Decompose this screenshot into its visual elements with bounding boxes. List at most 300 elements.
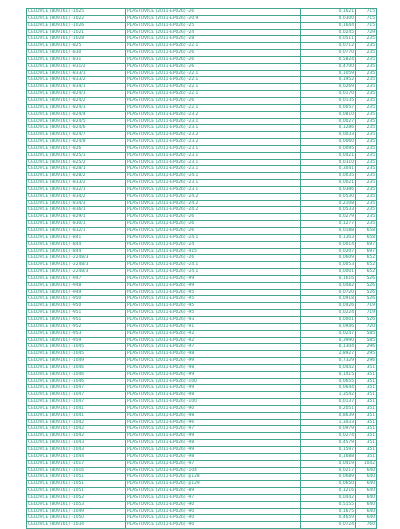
target-parcel-cell: PLASTOVICE (2011-EP026) -99	[126, 275, 301, 282]
area-cell: 0,0021	[301, 180, 356, 187]
table-row	[27, 43, 377, 50]
owner-number-cell: 235	[356, 180, 377, 187]
table-row	[27, 221, 377, 228]
source-parcel-cell: CELOVCE (809161) -824/8	[27, 139, 126, 146]
source-parcel-cell: CELOVCE (809161) -1050	[27, 515, 126, 522]
area-cell: 0,5824	[301, 56, 356, 63]
source-parcel-cell: CELOVCE (809161) -947	[27, 275, 126, 282]
area-cell: 0,1304	[301, 344, 356, 351]
target-parcel-cell: PLASTOVICE (2011-EP026) -23.1	[126, 159, 301, 166]
table-row	[27, 36, 377, 43]
target-parcel-cell: PLASTOVICE (2011-EP026) -23.2	[126, 139, 301, 146]
target-parcel-cell: PLASTOVICE (2011-EP026) -100	[126, 399, 301, 406]
owner-number-cell: 640	[356, 494, 377, 501]
target-parcel-cell: PLASTOVICE (2011-EP026) -90	[126, 522, 301, 529]
area-cell: 0,0053	[301, 262, 356, 269]
area-cell: 0,0609	[301, 255, 356, 262]
target-parcel-cell: PLASTOVICE (2011-EP026) -23.2	[126, 132, 301, 139]
area-cell: 0,0170	[301, 91, 356, 98]
owner-number-cell: 235	[356, 186, 377, 193]
source-parcel-cell: CELOVCE (809161) -1051	[27, 474, 126, 481]
table-row	[27, 440, 377, 447]
table-row	[27, 152, 377, 159]
source-parcel-cell: CELOVCE (809161) -825/2	[27, 159, 126, 166]
source-parcel-cell: CELOVCE (809161) -2248/3	[27, 269, 126, 276]
target-parcel-cell: PLASTOVICE (2011-EP026) -90	[126, 515, 301, 522]
owner-number-cell: 351	[356, 392, 377, 399]
target-parcel-cell: PLASTOVICE (2011-EP026) -90	[126, 501, 301, 508]
target-parcel-cell: PLASTOVICE (2011-EP026) -98	[126, 453, 301, 460]
table-row	[27, 330, 377, 337]
area-cell: 0,0533	[301, 207, 356, 214]
table-row	[27, 111, 377, 118]
table-row	[27, 412, 377, 419]
owner-number-cell: 640	[356, 501, 377, 508]
area-cell: 0,0724	[301, 522, 356, 529]
owner-number-cell: 351	[356, 447, 377, 454]
owner-number-cell: 351	[356, 378, 377, 385]
table-row	[27, 522, 377, 529]
area-cell: 0,1616	[301, 275, 356, 282]
area-cell: 0,1952	[301, 77, 356, 84]
table-row	[27, 262, 377, 269]
source-parcel-cell: CELOVCE (809161) -1043	[27, 447, 126, 454]
source-parcel-cell: CELOVCE (809161) -1034	[27, 522, 126, 529]
table-row	[27, 29, 377, 36]
area-cell: 0,0530	[301, 193, 356, 200]
owner-number-cell: 235	[356, 200, 377, 207]
owner-number-cell: 235	[356, 97, 377, 104]
target-parcel-cell: PLASTOVICE (2011-EP026) -95	[126, 289, 301, 296]
source-parcel-cell: CELOVCE (809161) -1046	[27, 378, 126, 385]
owner-number-cell: 296	[356, 358, 377, 365]
source-parcel-cell: CELOVCE (809161) -825	[27, 43, 126, 50]
area-cell: 0,0269	[301, 84, 356, 91]
owner-number-cell: 235	[356, 56, 377, 63]
area-cell: 0,0979	[301, 426, 356, 433]
owner-number-cell: 235	[356, 145, 377, 152]
owner-number-cell: 351	[356, 399, 377, 406]
target-parcel-cell: PLASTOVICE (2011-EP026) -99	[126, 433, 301, 440]
source-parcel-cell: CELOVCE (809161) -1049	[27, 508, 126, 515]
target-parcel-cell: PLASTOVICE (2011-EP026) -415	[126, 248, 301, 255]
target-parcel-cell: PLASTOVICE (2011-EP026) -23.1	[126, 145, 301, 152]
table-row	[27, 70, 377, 77]
source-parcel-cell: CELOVCE (809161) -1053	[27, 501, 126, 508]
source-parcel-cell: CELOVCE (809161) -950	[27, 296, 126, 303]
owner-number-cell: 351	[356, 385, 377, 392]
area-cell: 0,0095	[301, 145, 356, 152]
table-row	[27, 186, 377, 193]
source-parcel-cell: CELOVCE (809161) -834/1	[27, 84, 126, 91]
owner-number-cell: 351	[356, 364, 377, 371]
target-parcel-cell: PLASTOVICE (2011-EP026) -25	[126, 22, 301, 29]
table-row	[27, 433, 377, 440]
target-parcel-cell: PLASTOVICE (2011-EP026) -22.1	[126, 84, 301, 91]
area-cell: 0,0770	[301, 50, 356, 57]
target-parcel-cell: PLASTOVICE (2011-EP026) -91	[126, 323, 301, 330]
owner-number-cell: 235	[356, 91, 377, 98]
source-parcel-cell: CELOVCE (809161) -949	[27, 289, 126, 296]
source-parcel-cell: CELOVCE (809161) -831	[27, 56, 126, 63]
owner-number-cell: 351	[356, 412, 377, 419]
target-parcel-cell: PLASTOVICE (2011-EP026) -98	[126, 392, 301, 399]
source-parcel-cell: CELOVCE (809161) -2248/3	[27, 262, 126, 269]
area-cell: 0,0247	[301, 330, 356, 337]
target-parcel-cell: PLASTOVICE (2011-EP026) -92	[126, 337, 301, 344]
area-cell: 0,2108	[301, 200, 356, 207]
area-cell: 0,0014	[301, 241, 356, 248]
area-cell: 0,0918	[301, 296, 356, 303]
target-parcel-cell: PLASTOVICE (2011-EP026) -24.1	[126, 269, 301, 276]
target-parcel-cell: PLASTOVICE (2011-EP026) -p129	[126, 481, 301, 488]
table-row	[27, 385, 377, 392]
source-parcel-cell: CELOVCE (809161) -1047	[27, 385, 126, 392]
source-parcel-cell: CELOVCE (809161) -1042	[27, 419, 126, 426]
table-row	[27, 378, 377, 385]
table-row	[27, 77, 377, 84]
parcel-table	[26, 8, 377, 529]
area-cell: 1,3433	[301, 419, 356, 426]
target-parcel-cell: PLASTOVICE (2011-EP026) -97	[126, 426, 301, 433]
source-parcel-cell: CELOVCE (809161) -1022	[27, 15, 126, 22]
area-cell: 0,1277	[301, 221, 356, 228]
target-parcel-cell: PLASTOVICE (2011-EP026) -24.1	[126, 173, 301, 180]
target-parcel-cell: PLASTOVICE (2011-EP026) -26	[126, 9, 301, 16]
owner-number-cell: 351	[356, 453, 377, 460]
source-parcel-cell: CELOVCE (809161) -844	[27, 241, 126, 248]
area-cell: 0,3990	[301, 337, 356, 344]
source-parcel-cell: CELOVCE (809161) -832/1	[27, 228, 126, 235]
target-parcel-cell: PLASTOVICE (2011-EP026) -23.1	[126, 166, 301, 173]
source-parcel-cell: CELOVCE (809161) -824/2	[27, 97, 126, 104]
target-parcel-cell: PLASTOVICE (2011-EP026) -99	[126, 371, 301, 378]
owner-number-cell: 729	[356, 29, 377, 36]
table-row	[27, 84, 377, 91]
source-parcel-cell: CELOVCE (809161) -825/1	[27, 152, 126, 159]
owner-number-cell: 652	[356, 255, 377, 262]
owner-number-cell: 640	[356, 474, 377, 481]
source-parcel-cell: CELOVCE (809161) -833/2	[27, 77, 126, 84]
source-parcel-cell: CELOVCE (809161) -1042	[27, 433, 126, 440]
area-cell: 0,0245	[301, 29, 356, 36]
area-cell: 0,0135	[301, 97, 356, 104]
target-parcel-cell: PLASTOVICE (2011-EP026) -89	[126, 488, 301, 495]
table-row	[27, 392, 377, 399]
owner-number-cell: 235	[356, 63, 377, 70]
area-cell: 0,3041	[301, 166, 356, 173]
area-cell: 0,0137	[301, 399, 356, 406]
target-parcel-cell: PLASTOVICE (2011-EP026) -99	[126, 447, 301, 454]
target-parcel-cell: PLASTOVICE (2011-EP026) -100	[126, 378, 301, 385]
target-parcel-cell: PLASTOVICE (2011-EP026) -24	[126, 241, 301, 248]
area-cell: 0,0810	[301, 111, 356, 118]
target-parcel-cell: PLASTOVICE (2011-EP026) -28	[126, 36, 301, 43]
table-row	[27, 9, 377, 16]
area-cell: 0,0482	[301, 282, 356, 289]
area-cell: 0,0001	[301, 316, 356, 323]
owner-number-cell: 658	[356, 228, 377, 235]
area-cell: 0,0274	[301, 433, 356, 440]
owner-number-cell: 585	[356, 330, 377, 337]
source-parcel-cell: CELOVCE (809161) -1043	[27, 440, 126, 447]
area-cell: 0,1415	[301, 371, 356, 378]
owner-number-cell: 235	[356, 77, 377, 84]
owner-number-cell: 652	[356, 262, 377, 269]
source-parcel-cell: CELOVCE (809161) -951	[27, 316, 126, 323]
target-parcel-cell: PLASTOVICE (2011-EP026) -96	[126, 419, 301, 426]
area-cell: 0,0310	[301, 159, 356, 166]
source-parcel-cell: CELOVCE (809161) -1045	[27, 344, 126, 351]
owner-number-cell: 235	[356, 193, 377, 200]
table-row	[27, 255, 377, 262]
table-row	[27, 351, 377, 358]
target-parcel-cell: PLASTOVICE (2011-EP026) -99	[126, 385, 301, 392]
owner-number-cell: 526	[356, 316, 377, 323]
owner-number-cell: 235	[356, 43, 377, 50]
source-parcel-cell: CELOVCE (809161) -1045	[27, 351, 126, 358]
source-parcel-cell: CELOVCE (809161) -828/2	[27, 173, 126, 180]
owner-number-cell: 235	[356, 214, 377, 221]
target-parcel-cell: PLASTOVICE (2011-EP026) -24.2	[126, 193, 301, 200]
owner-number-cell: 658	[356, 234, 377, 241]
area-cell: 0,0057	[301, 104, 356, 111]
source-parcel-cell: CELOVCE (809161) -948	[27, 282, 126, 289]
source-parcel-cell: CELOVCE (809161) -1051	[27, 488, 126, 495]
area-cell: 0,1621	[301, 9, 356, 16]
owner-number-cell: 235	[356, 70, 377, 77]
owner-number-cell: 640	[356, 508, 377, 515]
table-row	[27, 275, 377, 282]
target-parcel-cell: PLASTOVICE (2011-EP026) -26	[126, 63, 301, 70]
owner-number-cell: 760	[356, 522, 377, 529]
target-parcel-cell: PLASTOVICE (2011-EP026) -97	[126, 344, 301, 351]
target-parcel-cell: PLASTOVICE (2011-EP026) -95	[126, 310, 301, 317]
table-row	[27, 310, 377, 317]
owner-number-cell: 235	[356, 36, 377, 43]
target-parcel-cell: PLASTOVICE (2011-EP026) -22.1	[126, 77, 301, 84]
target-parcel-cell: PLASTOVICE (2011-EP026) -23.1	[126, 125, 301, 132]
area-cell: 0,0035	[301, 173, 356, 180]
source-parcel-cell: CELOVCE (809161) -831/2	[27, 63, 126, 70]
owner-number-cell: 715	[356, 9, 377, 16]
area-cell: 0,1675	[301, 508, 356, 515]
area-cell: 0,0720	[301, 289, 356, 296]
target-parcel-cell: PLASTOVICE (2011-EP026) -97	[126, 460, 301, 467]
source-parcel-cell: CELOVCE (809161) -830/1	[27, 221, 126, 228]
area-cell: 0,1286	[301, 125, 356, 132]
owner-number-cell: 235	[356, 159, 377, 166]
target-parcel-cell: PLASTOVICE (2011-EP026) -23.1	[126, 186, 301, 193]
source-parcel-cell: CELOVCE (809161) -1046	[27, 364, 126, 371]
table-row	[27, 447, 377, 454]
table-row	[27, 337, 377, 344]
table-row	[27, 296, 377, 303]
area-cell: 0,0001	[301, 269, 356, 276]
source-parcel-cell: CELOVCE (809161) -1041	[27, 405, 126, 412]
table-row	[27, 494, 377, 501]
target-parcel-cell: PLASTOVICE (2011-EP026) -22.1	[126, 43, 301, 50]
target-parcel-cell: PLASTOVICE (2011-EP026) -23.1	[126, 118, 301, 125]
area-cell: 0,4579	[301, 440, 356, 447]
target-parcel-cell: PLASTOVICE (2011-EP026) -22.1	[126, 91, 301, 98]
table-row	[27, 193, 377, 200]
table-row	[27, 405, 377, 412]
source-parcel-cell: CELOVCE (809161) -1026	[27, 22, 126, 29]
table-row	[27, 241, 377, 248]
target-parcel-cell: PLASTOVICE (2011-EP026) -93	[126, 316, 301, 323]
target-parcel-cell: PLASTOVICE (2011-EP026) -92	[126, 330, 301, 337]
table-row	[27, 125, 377, 132]
source-parcel-cell: CELOVCE (809161) -824/1	[27, 91, 126, 98]
table-row	[27, 180, 377, 187]
table-row	[27, 488, 377, 495]
target-parcel-cell: PLASTOVICE (2011-EP026) -p128	[126, 474, 301, 481]
target-parcel-cell: PLASTOVICE (2011-EP026) -26	[126, 50, 301, 57]
table-row	[27, 56, 377, 63]
owner-number-cell: 351	[356, 440, 377, 447]
target-parcel-cell: PLASTOVICE (2011-EP026) -99	[126, 282, 301, 289]
area-cell: 0,0033	[301, 132, 356, 139]
source-parcel-cell: CELOVCE (809161) -834/2	[27, 193, 126, 200]
target-parcel-cell: PLASTOVICE (2011-EP026) -22.1	[126, 70, 301, 77]
target-parcel-cell: PLASTOVICE (2011-EP026) -95	[126, 296, 301, 303]
target-parcel-cell: PLASTOVICE (2011-EP026) -24.1	[126, 262, 301, 269]
table-row	[27, 159, 377, 166]
area-cell: 0,1597	[301, 447, 356, 454]
owner-number-cell: 526	[356, 296, 377, 303]
area-cell: 1,3542	[301, 392, 356, 399]
owner-number-cell: 235	[356, 111, 377, 118]
target-parcel-cell: PLASTOVICE (2011-EP026) -26	[126, 56, 301, 63]
target-parcel-cell: PLASTOVICE (2011-EP026) -23.2	[126, 111, 301, 118]
source-parcel-cell: CELOVCE (809161) -844	[27, 248, 126, 255]
area-cell: 0,0421	[301, 152, 356, 159]
target-parcel-cell: PLASTOVICE (2011-EP026) -26	[126, 97, 301, 104]
owner-number-cell: 720	[356, 323, 377, 330]
target-parcel-cell: PLASTOVICE (2011-EP026) -104	[126, 467, 301, 474]
table-row	[27, 63, 377, 70]
table-row	[27, 399, 377, 406]
table-row	[27, 15, 377, 22]
area-cell: 0,5155	[301, 501, 356, 508]
owner-number-cell: 640	[356, 467, 377, 474]
source-parcel-cell: CELOVCE (809161) -824/7	[27, 132, 126, 139]
area-cell: 0,0442	[301, 494, 356, 501]
target-parcel-cell: PLASTOVICE (2011-EP026) -23.1	[126, 180, 301, 187]
owner-number-cell: 235	[356, 221, 377, 228]
table-row	[27, 118, 377, 125]
owner-number-cell: 235	[356, 207, 377, 214]
area-cell: 0,0027	[301, 118, 356, 125]
area-cell: 0,0386	[301, 186, 356, 193]
source-parcel-cell: CELOVCE (809161) -1052	[27, 494, 126, 501]
source-parcel-cell: CELOVCE (809161) -1047	[27, 392, 126, 399]
source-parcel-cell: CELOVCE (809161) -824/5	[27, 118, 126, 125]
table-row	[27, 364, 377, 371]
owner-number-cell: 351	[356, 426, 377, 433]
source-parcel-cell: CELOVCE (809161) -824/3	[27, 104, 126, 111]
target-parcel-cell: PLASTOVICE (2011-EP026) -26	[126, 228, 301, 235]
table-row	[27, 97, 377, 104]
table-row	[27, 358, 377, 365]
owner-number-cell: 715	[356, 15, 377, 22]
owner-number-cell: 526	[356, 275, 377, 282]
target-parcel-cell: PLASTOVICE (2011-EP026) -24.2	[126, 207, 301, 214]
source-parcel-cell: CELOVCE (809161) -829/1	[27, 214, 126, 221]
source-parcel-cell: CELOVCE (809161) -2248/3	[27, 255, 126, 262]
area-cell: 0,4659	[301, 515, 356, 522]
owner-number-cell: 526	[356, 282, 377, 289]
source-parcel-cell: CELOVCE (809161) -833/2	[27, 180, 126, 187]
owner-number-cell: 585	[356, 337, 377, 344]
owner-number-cell: 719	[356, 303, 377, 310]
table-row	[27, 166, 377, 173]
table-row	[27, 214, 377, 221]
table-row	[27, 282, 377, 289]
source-parcel-cell: CELOVCE (809161) -952	[27, 323, 126, 330]
source-parcel-cell: CELOVCE (809161) -953	[27, 330, 126, 337]
target-parcel-cell: PLASTOVICE (2011-EP026) -90	[126, 405, 301, 412]
area-cell: 0,0511	[301, 36, 356, 43]
area-cell: 0,0644	[301, 385, 356, 392]
owner-number-cell: 235	[356, 152, 377, 159]
table-row	[27, 501, 377, 508]
owner-number-cell: 640	[356, 515, 377, 522]
table-row	[27, 316, 377, 323]
area-cell: 0,0650	[301, 481, 356, 488]
source-parcel-cell: CELOVCE (809161) -828/1	[27, 166, 126, 173]
table-row	[27, 139, 377, 146]
owner-number-cell: 652	[356, 269, 377, 276]
area-cell: 0,0419	[301, 460, 356, 467]
owner-number-cell: 235	[356, 125, 377, 132]
source-parcel-cell: CELOVCE (809161) -951	[27, 310, 126, 317]
target-parcel-cell: PLASTOVICE (2011-EP026) -24	[126, 29, 301, 36]
source-parcel-cell: CELOVCE (809161) -1025	[27, 9, 126, 16]
target-parcel-cell: PLASTOVICE (2011-EP026) -20.9	[126, 15, 301, 22]
source-parcel-cell: CELOVCE (809161) -830	[27, 50, 126, 57]
area-cell: 0,0279	[301, 214, 356, 221]
table-row	[27, 145, 377, 152]
owner-number-cell: 235	[356, 166, 377, 173]
table-row	[27, 22, 377, 29]
source-parcel-cell: CELOVCE (809161) -1021	[27, 29, 126, 36]
area-cell: 0,8639	[301, 412, 356, 419]
source-parcel-cell: CELOVCE (809161) -1044	[27, 453, 126, 460]
source-parcel-cell: CELOVCE (809161) -836/1	[27, 207, 126, 214]
area-cell: 2,8927	[301, 351, 356, 358]
area-cell: 0,0188	[301, 228, 356, 235]
target-parcel-cell: PLASTOVICE (2011-EP026) -98	[126, 412, 301, 419]
source-parcel-cell: CELOVCE (809161) -950	[27, 303, 126, 310]
source-parcel-cell: CELOVCE (809161) -833/1	[27, 70, 126, 77]
area-cell: 0,0655	[301, 378, 356, 385]
table-row	[27, 467, 377, 474]
target-parcel-cell: PLASTOVICE (2011-EP026) -26	[126, 255, 301, 262]
source-parcel-cell: CELOVCE (809161) -824/6	[27, 125, 126, 132]
area-cell: 0,0300	[301, 15, 356, 22]
area-cell: 0,1059	[301, 70, 356, 77]
owner-number-cell: 351	[356, 405, 377, 412]
source-parcel-cell: CELOVCE (809161) -1042	[27, 426, 126, 433]
owner-number-cell: 296	[356, 344, 377, 351]
target-parcel-cell: PLASTOVICE (2011-EP026) -24.1	[126, 234, 301, 241]
table-row	[27, 289, 377, 296]
table-row	[27, 474, 377, 481]
area-cell: 0,1303	[301, 234, 356, 241]
source-parcel-cell: CELOVCE (809161) -1049	[27, 358, 126, 365]
